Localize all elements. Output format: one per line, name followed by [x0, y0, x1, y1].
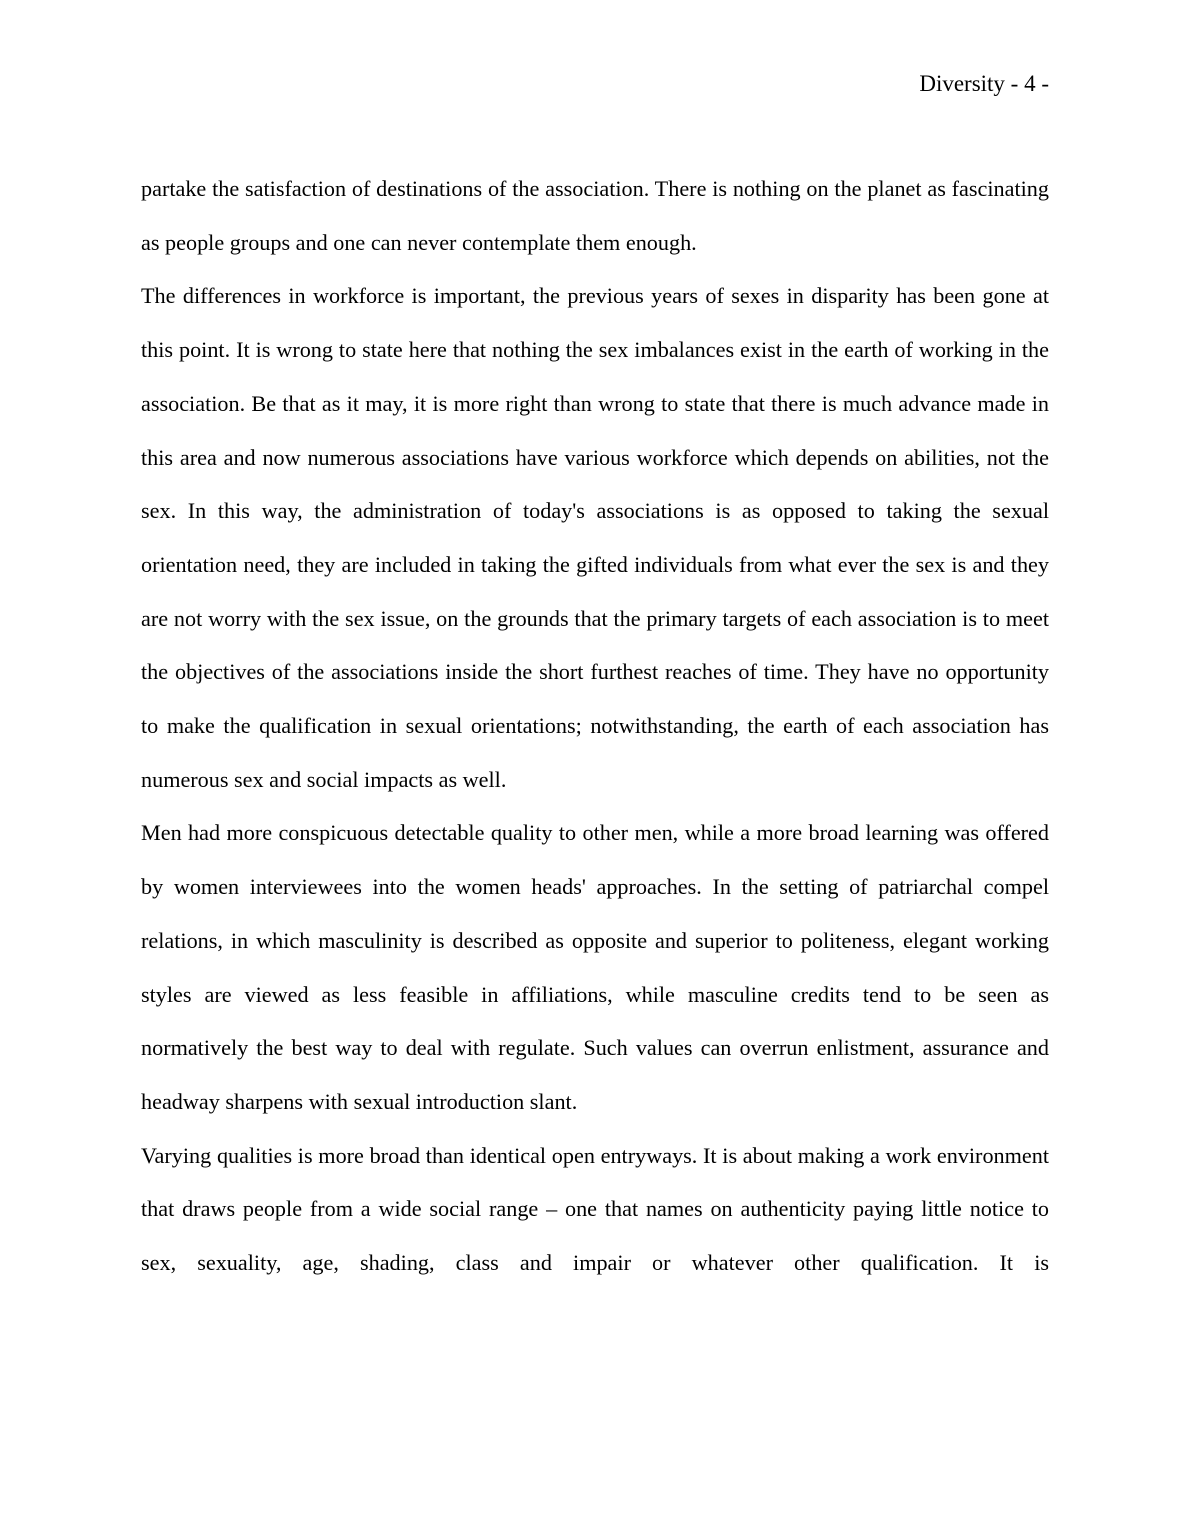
paragraph-4: Varying qualities is more broad than identical open entryways. It is about making a work environment that draws people from a wide social range – one that names on authenticity paying little notice to sex, sexuality, age, shading, class and impair or whatever other qualification. It is	[141, 1142, 1049, 1276]
paragraph-3: Men had more conspicuous detectable quality to other men, while a more broad learning was offered by women interviewees into the women heads' approaches. In the setting of patriarchal compel relations, in which masculinity is described as opposite and superior to politeness, elegant working styles are viewed as less feasible in affiliations, while masculine credits tend to be seen as normatively the best way to deal with regulate. Such values can overrun enlistment, assurance and headway sharpens with sexual introduction slant.	[141, 820, 1049, 1114]
body-text	[141, 162, 1049, 1290]
paragraph-2: The differences in workforce is important, the previous years of sexes in disparity has been gone at this point. It is wrong to state here that nothing the sex imbalances exist in the earth of working in the association. Be that as it may, it is more right than wrong to state that there is much advance made in this area and now numerous associations have various workforce which depends on abilities, not the sex. In this way, the administration of today's associations is as opposed to taking the sexual orientation need, they are included in taking the gifted individuals from what ever the sex is and they are not worry with the sex issue, on the grounds that the primary targets of each association is to meet the objectives of the associations inside the short furthest reaches of time. They have no opportunity to make the qualification in sexual orientations; notwithstanding, the earth of each association has numerous sex and social impacts as well.	[141, 283, 1049, 792]
paragraph-1: partake the satisfaction of destinations of the association. There is nothing on the planet as fascinating as people groups and one can never contemplate them enough.	[141, 176, 1049, 255]
running-header: Diversity - 4 -	[919, 71, 1049, 96]
